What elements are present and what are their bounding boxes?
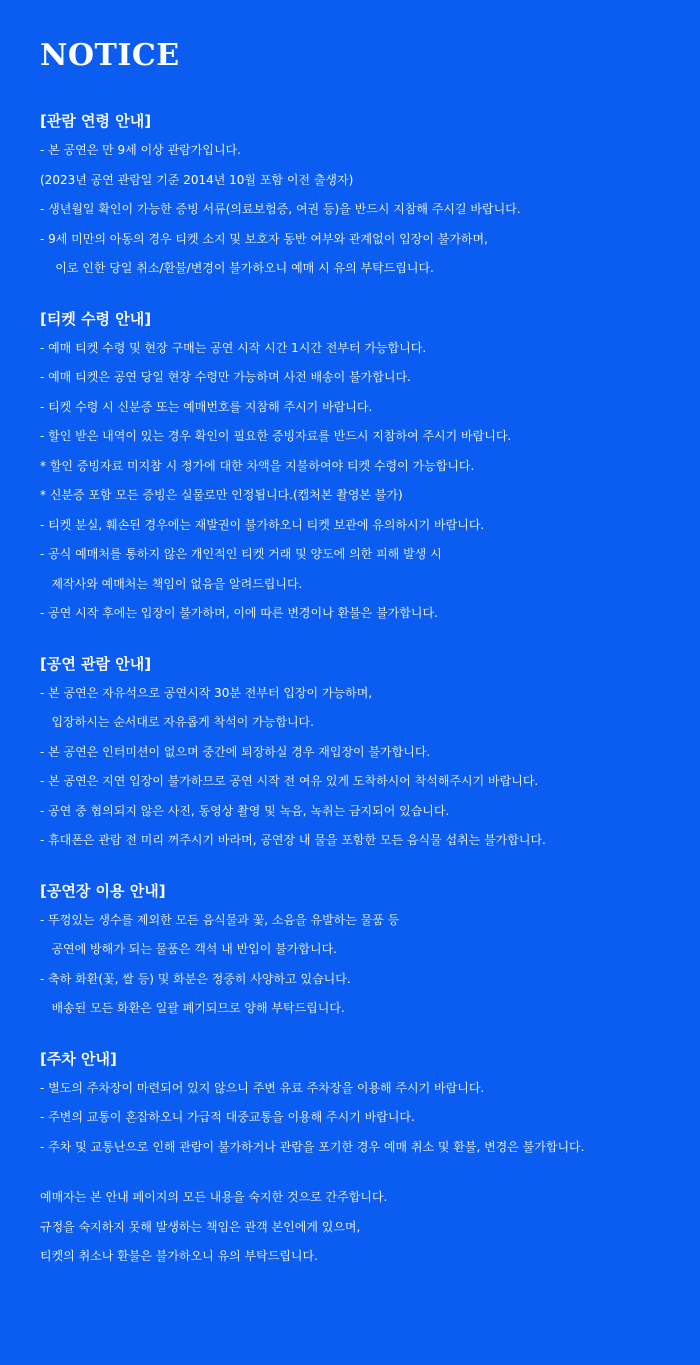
notice-line: 공연에 방해가 되는 물품은 객석 내 반입이 불가합니다.	[40, 942, 337, 956]
notice-line: - 휴대폰은 관람 전 미리 꺼주시기 바라며, 공연장 내 물을 포함한 모든 음식물 섭취는 불가합니다.	[40, 833, 546, 847]
notice-line: - 예매 티켓은 공연 당일 현장 수령만 가능하며 사전 배송이 불가합니다.	[40, 370, 411, 384]
closing-notice	[40, 1183, 690, 1272]
closing-line: 예매자는 본 안내 페이지의 모든 내용을 숙지한 것으로 간주합니다.	[40, 1190, 388, 1204]
section-ticket	[40, 305, 690, 629]
notice-line: - 축하 화환(꽃, 쌀 등) 및 화분은 정중히 사양하고 있습니다.	[40, 971, 351, 986]
notice-line: 이로 인한 당일 취소/환불/변경이 불가하오니 예매 시 유의 부탁드립니다.	[40, 261, 434, 275]
notice-page	[40, 38, 690, 1272]
notice-line: * 신분증 포함 모든 증빙은 실물로만 인정됩니다.(캡처본 촬영본 불가)	[40, 488, 403, 502]
section-heading: [공연 관람 안내]	[40, 654, 152, 673]
notice-line: - 공연 중 협의되지 않은 사진, 동영상 촬영 및 녹음, 녹취는 금지되어 있습니다.	[40, 803, 450, 818]
notice-line: - 본 공연은 만 9세 이상 관람가입니다.	[40, 143, 241, 157]
section-heading: [주차 안내]	[40, 1049, 117, 1068]
notice-line: 제작사와 예매처는 책임이 없음을 알려드립니다.	[40, 576, 303, 591]
section-heading: [공연장 이용 안내]	[40, 881, 166, 900]
notice-line: - 본 공연은 자유석으로 공연시작 30분 전부터 입장이 가능하며,	[40, 685, 373, 700]
notice-line: (2023년 공연 관람일 기준 2014년 10월 포함 이전 출생자)	[40, 172, 354, 187]
notice-line: - 티켓 분실, 훼손된 경우에는 재발권이 불가하오니 티켓 보관에 유의하시기 바랍니다.	[40, 517, 485, 532]
section-age	[40, 107, 690, 284]
page-title: NOTICE	[40, 38, 180, 73]
notice-line: 배송된 모든 화환은 일괄 폐기되므로 양해 부탁드립니다.	[40, 1001, 345, 1015]
closing-line: 티켓의 취소나 환불은 불가하오니 유의 부탁드립니다.	[40, 1249, 318, 1263]
notice-line: - 공연 시작 후에는 입장이 불가하며, 이에 따른 변경이나 환불은 불가합니다.	[40, 606, 438, 620]
closing-line: 규정을 숙지하지 못해 발생하는 책임은 관객 본인에게 있으며,	[40, 1219, 361, 1234]
notice-line: - 주차 및 교통난으로 인해 관람이 불가하거나 관람을 포기한 경우 예매 취소 및 환불, 변경은 불가합니다.	[40, 1139, 585, 1154]
section-heading: [관람 연령 안내]	[40, 112, 152, 130]
notice-line: - 예매 티켓 수령 및 현장 구매는 공연 시작 시간 1시간 전부터 가능합니다.	[40, 340, 427, 355]
notice-line: * 할인 증빙자료 미지참 시 정가에 대한 차액을 지불하여야 티켓 수령이 가능합니다.	[40, 458, 475, 473]
section-venue	[40, 877, 690, 1024]
section-viewing	[40, 650, 690, 856]
notice-line: - 본 공연은 인터미션이 없으며 중간에 퇴장하실 경우 재입장이 불가합니다.	[40, 744, 431, 759]
notice-line: - 생년월일 확인이 가능한 증빙 서류(의료보험증, 여권 등)을 반드시 지참해 주시길 바랍니다.	[40, 202, 521, 216]
notice-line: - 티켓 수령 시 신분증 또는 예매번호를 지참해 주시기 바랍니다.	[40, 399, 373, 414]
notice-line: - 공식 예매처를 통하지 않은 개인적인 티켓 거래 및 양도에 의한 피해 발생 시	[40, 547, 442, 561]
section-parking	[40, 1045, 690, 1163]
notice-line: 입장하시는 순서대로 자유롭게 착석이 가능합니다.	[40, 715, 314, 729]
notice-line: - 본 공연은 지연 입장이 불가하므로 공연 시작 전 여유 있게 도착하시어 착석해주시기 바랍니다.	[40, 774, 539, 788]
notice-line: - 주변의 교통이 혼잡하오니 가급적 대중교통을 이용해 주시기 바랍니다.	[40, 1110, 415, 1124]
notice-line: - 할인 받은 내역이 있는 경우 확인이 필요한 증빙자료를 반드시 지참하여 주시기 바랍니다.	[40, 429, 512, 443]
notice-line: - 9세 미만의 아동의 경우 티켓 소지 및 보호자 동반 여부와 관계없이 입장이 불가하며,	[40, 231, 488, 246]
notice-line: - 별도의 주차장이 마련되어 있지 않으니 주변 유료 주차장을 이용해 주시기 바랍니다.	[40, 1080, 485, 1095]
section-heading: [티켓 수령 안내]	[40, 309, 152, 328]
notice-line: - 뚜껑있는 생수를 제외한 모든 음식물과 꽃, 소음을 유발하는 물품 등	[40, 912, 400, 927]
